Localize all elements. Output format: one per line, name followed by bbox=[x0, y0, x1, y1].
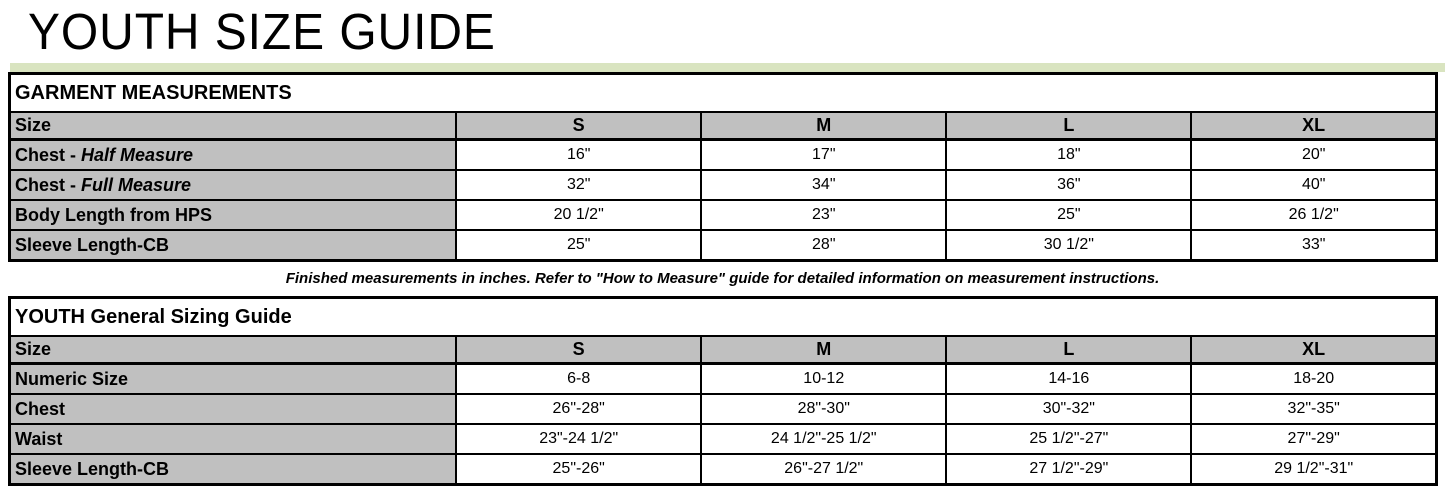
value-cell: 34" bbox=[701, 170, 946, 200]
value-cell: 27"-29" bbox=[1191, 424, 1436, 454]
page-title: YOUTH SIZE GUIDE bbox=[28, 3, 496, 60]
sizing-size-col-l: L bbox=[946, 336, 1191, 364]
garment-size-col-m: M bbox=[701, 112, 946, 140]
value-cell: 33" bbox=[1191, 230, 1436, 261]
value-cell: 23"-24 1/2" bbox=[456, 424, 701, 454]
value-cell: 36" bbox=[946, 170, 1191, 200]
value-cell: 32" bbox=[456, 170, 701, 200]
row-label: Chest bbox=[10, 394, 457, 424]
value-cell: 10-12 bbox=[701, 364, 946, 395]
value-cell: 14-16 bbox=[946, 364, 1191, 395]
value-cell: 23" bbox=[701, 200, 946, 230]
garment-table-title: GARMENT MEASUREMENTS bbox=[10, 74, 1437, 113]
table-row-sleeve-length bbox=[10, 230, 1437, 261]
sizing-size-col-xl: XL bbox=[1191, 336, 1436, 364]
sizing-table-title-row bbox=[10, 298, 1437, 337]
value-cell: 30 1/2" bbox=[946, 230, 1191, 261]
value-cell: 26"-27 1/2" bbox=[701, 454, 946, 485]
value-cell: 28"-30" bbox=[701, 394, 946, 424]
garment-measurements-table bbox=[8, 72, 1438, 262]
value-cell: 40" bbox=[1191, 170, 1436, 200]
table-row-chest bbox=[10, 394, 1437, 424]
sizing-size-col-s: S bbox=[456, 336, 701, 364]
value-cell: 32"-35" bbox=[1191, 394, 1436, 424]
garment-table-title-row bbox=[10, 74, 1437, 113]
table-row-chest-full bbox=[10, 170, 1437, 200]
table-row-waist bbox=[10, 424, 1437, 454]
row-label: Body Length from HPS bbox=[10, 200, 457, 230]
value-cell: 18" bbox=[946, 140, 1191, 171]
row-label: Sleeve Length-CB bbox=[10, 230, 457, 261]
row-label: Chest - Half Measure bbox=[10, 140, 457, 171]
value-cell: 30"-32" bbox=[946, 394, 1191, 424]
row-label: Chest - Full Measure bbox=[10, 170, 457, 200]
value-cell: 25" bbox=[456, 230, 701, 261]
table-row-numeric-size bbox=[10, 364, 1437, 395]
value-cell: 27 1/2"-29" bbox=[946, 454, 1191, 485]
row-label: Waist bbox=[10, 424, 457, 454]
sizing-size-header-row bbox=[10, 336, 1437, 364]
garment-size-col-xl: XL bbox=[1191, 112, 1436, 140]
row-label: Numeric Size bbox=[10, 364, 457, 395]
value-cell: 17" bbox=[701, 140, 946, 171]
value-cell: 29 1/2"-31" bbox=[1191, 454, 1436, 485]
sizing-size-label: Size bbox=[10, 336, 457, 364]
value-cell: 24 1/2"-25 1/2" bbox=[701, 424, 946, 454]
garment-size-col-l: L bbox=[946, 112, 1191, 140]
garment-size-header-row bbox=[10, 112, 1437, 140]
value-cell: 28" bbox=[701, 230, 946, 261]
value-cell: 26"-28" bbox=[456, 394, 701, 424]
accent-strip bbox=[10, 63, 1445, 72]
table-row-body-length bbox=[10, 200, 1437, 230]
table-row-sleeve-length bbox=[10, 454, 1437, 485]
value-cell: 18-20 bbox=[1191, 364, 1436, 395]
measurement-note: Finished measurements in inches. Refer to "How to Measure" guide for detailed information on measurement instructions. bbox=[285, 270, 1160, 287]
value-cell: 20" bbox=[1191, 140, 1436, 171]
value-cell: 6-8 bbox=[456, 364, 701, 395]
youth-general-sizing-table bbox=[8, 296, 1438, 486]
value-cell: 20 1/2" bbox=[456, 200, 701, 230]
garment-size-col-s: S bbox=[456, 112, 701, 140]
table-row-chest-half bbox=[10, 140, 1437, 171]
value-cell: 25"-26" bbox=[456, 454, 701, 485]
value-cell: 25 1/2"-27" bbox=[946, 424, 1191, 454]
value-cell: 25" bbox=[946, 200, 1191, 230]
sizing-table-title: YOUTH General Sizing Guide bbox=[10, 298, 1437, 337]
garment-size-label: Size bbox=[10, 112, 457, 140]
value-cell: 16" bbox=[456, 140, 701, 171]
row-label: Sleeve Length-CB bbox=[10, 454, 457, 485]
value-cell: 26 1/2" bbox=[1191, 200, 1436, 230]
sizing-size-col-m: M bbox=[701, 336, 946, 364]
